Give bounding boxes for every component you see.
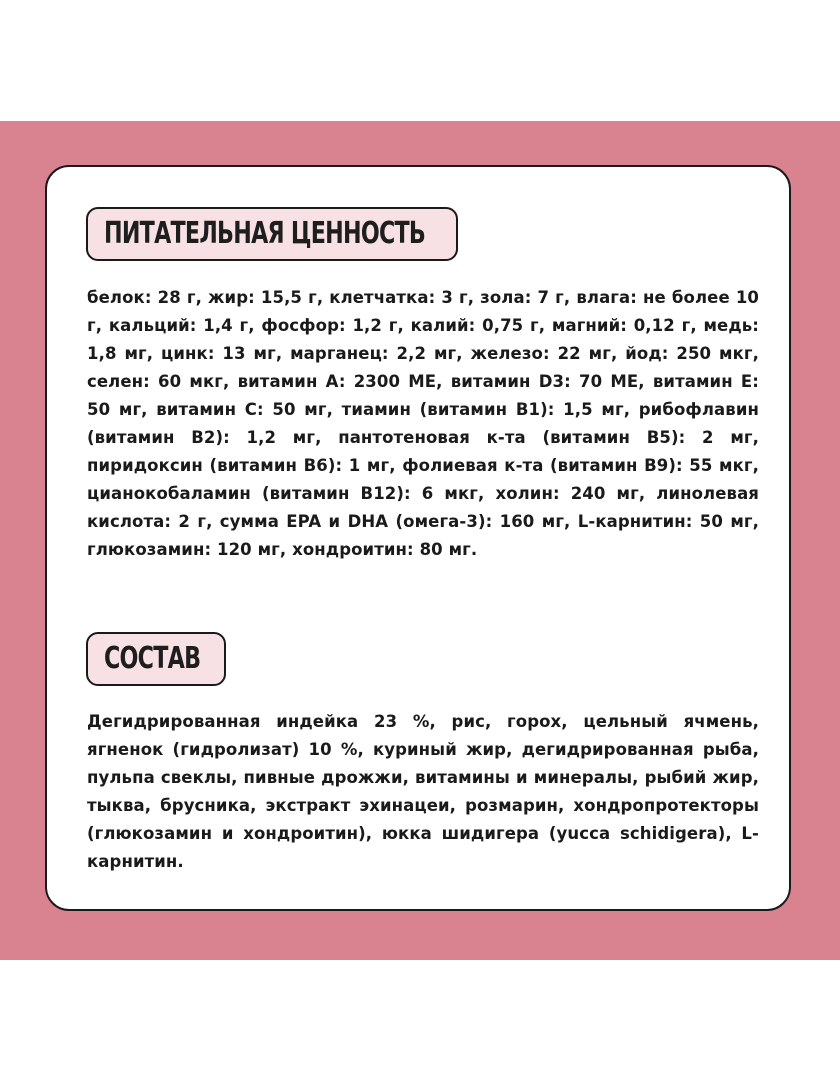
composition-heading-badge (86, 632, 226, 686)
nutrition-heading: ПИТАТЕЛЬНАЯ ЦЕННОСТЬ (104, 216, 426, 251)
composition-heading: СОСТАВ (104, 641, 201, 676)
composition-text: Дегидрированная индейка 23 %, рис, горох, цельный ячмень, ягненок (гидролизат) 10 %, куриный жир, дегидрированная рыба, пульпа свеклы, пивные дрожжи, витамины и минералы, рыбий жир, тыква, брусника, экстракт эхинацеи, розмарин, хондропротекторы (глюкозамин и хондроитин), юкка шидигера (yucca schidigera), L-карнитин. (87, 712, 759, 871)
nutrition-text: белок: 28 г, жир: 15,5 г, клетчатка: 3 г, зола: 7 г, влага: не более 10 г, кальций: 1,4 г, фосфор: 1,2 г, калий: 0,75 г, магний: 0,12 г, медь: 1,8 мг, цинк: 13 мг, марганец: 2,2 мг, железо: 22 мг, йод: 250 мкг, селен: 60 мкг, витамин A: 2300 МЕ, витамин D3: 70 МЕ, витамин E: 50 мг, витамин C: 50 мг, тиамин (витамин B1): 1,5 мг, рибофлавин (витамин B2): 1,2 мг, пантотеновая к-та (витамин B5): 2 мг, пиридоксин (витамин B6): 1 мг, фолиевая к-та (витамин B9): 55 мкг, цианокобаламин (витамин B12): 6 мкг, холин: 240 мг, линолевая кислота: 2 г, сумма EPA и DHA (омега-3): 160 мг, L-карнитин: 50 мг, глюкозамин: 120 мг, хондроитин: 80 мг. (87, 288, 759, 559)
info-card (45, 165, 791, 911)
nutrition-heading-badge (86, 207, 458, 261)
